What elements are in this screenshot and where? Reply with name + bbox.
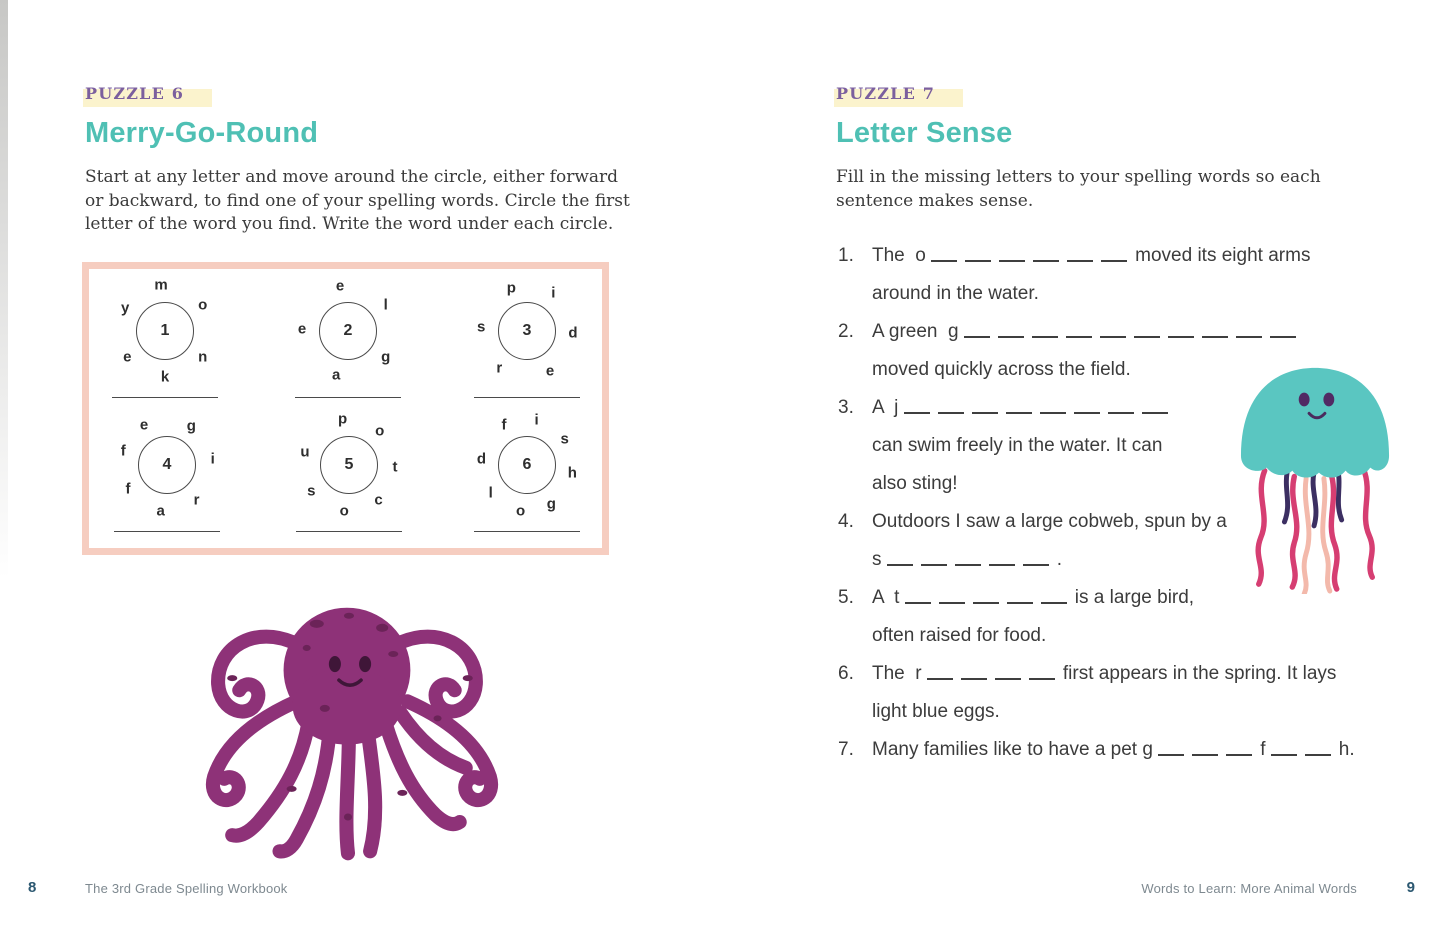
answer-blank[interactable] [1033, 258, 1059, 262]
answer-blank[interactable] [961, 676, 987, 680]
sentence-text: s [872, 549, 887, 570]
answer-blank[interactable] [1007, 600, 1033, 604]
ring-letter: f [120, 442, 126, 460]
sentence-number: 1. [838, 245, 854, 266]
ring-letter: a [156, 502, 165, 520]
sentence-text: first appears in the spring. It lays [1062, 663, 1337, 684]
answer-blank[interactable] [1032, 334, 1058, 338]
answer-blank[interactable] [1305, 752, 1331, 756]
circle-number: 2 [319, 302, 377, 360]
ring-letter: s [560, 430, 569, 448]
ring-letter: g [546, 495, 556, 513]
merry-go-round-box [82, 262, 609, 555]
answer-blank[interactable] [1270, 334, 1296, 338]
ring-letter: e [123, 348, 132, 366]
answer-blank[interactable] [1041, 600, 1067, 604]
ring-letter: p [338, 410, 348, 428]
footer-section-title: Words to Learn: More Animal Words [1141, 881, 1357, 896]
sentence-text: around in the water. [872, 283, 1039, 304]
answer-blank[interactable] [1006, 410, 1032, 414]
answer-line[interactable] [112, 397, 218, 398]
jellyfish-illustration [1237, 362, 1395, 594]
answer-blank[interactable] [1067, 258, 1093, 262]
ring-letter: l [488, 484, 493, 502]
answer-blank[interactable] [1226, 752, 1252, 756]
ring-letter: d [476, 450, 487, 468]
ring-letter: d [568, 324, 578, 342]
answer-blank[interactable] [999, 258, 1025, 262]
circle-number: 4 [138, 436, 196, 494]
answer-blank[interactable] [1066, 334, 1092, 338]
sentence-number: 2. [838, 321, 854, 342]
puzzle-6-label: PUZZLE 6 [85, 84, 185, 103]
ring-letter: n [198, 348, 208, 366]
answer-blank[interactable] [964, 334, 990, 338]
answer-blank[interactable] [1023, 562, 1049, 566]
answer-line[interactable] [474, 531, 580, 532]
sentence-text: also sting! [872, 473, 958, 494]
ring-letter: s [477, 318, 486, 336]
answer-blank[interactable] [973, 600, 999, 604]
answer-blank[interactable] [1100, 334, 1126, 338]
ring-letter: m [154, 276, 168, 294]
ring-letter: o [198, 296, 208, 314]
right-instructions: Fill in the missing letters to your spelling words so each sentence makes sense. [836, 167, 1321, 211]
answer-line[interactable] [296, 531, 402, 532]
answer-blank[interactable] [1040, 410, 1066, 414]
puzzle-7-label: PUZZLE 7 [836, 84, 936, 103]
left-page-title: Merry-Go-Round [85, 117, 319, 149]
ring-letter: u [300, 443, 310, 461]
answer-blank[interactable] [1236, 334, 1262, 338]
answer-blank[interactable] [904, 410, 930, 414]
answer-blank[interactable] [955, 562, 981, 566]
ring-letter: c [374, 491, 383, 509]
answer-line[interactable] [114, 531, 220, 532]
ring-letter: o [516, 502, 526, 520]
ring-letter: h [567, 464, 577, 482]
sentence-text: The r [872, 663, 927, 684]
sentence-text: A j [872, 397, 904, 418]
circle-number: 3 [498, 302, 556, 360]
circle-number: 5 [320, 436, 378, 494]
ring-letter: k [160, 368, 170, 386]
answer-blank[interactable] [1074, 410, 1100, 414]
sentence-number: 5. [838, 587, 854, 608]
answer-line[interactable] [295, 397, 401, 398]
ring-letter: e [335, 277, 345, 295]
circle-number: 6 [498, 436, 556, 494]
circle-number: 1 [136, 302, 194, 360]
answer-blank[interactable] [1202, 334, 1228, 338]
answer-blank[interactable] [939, 600, 965, 604]
answer-blank[interactable] [989, 562, 1015, 566]
ring-letter: e [297, 320, 307, 338]
answer-blank[interactable] [995, 676, 1021, 680]
sentence-text: f [1260, 739, 1271, 760]
right-page-number: 9 [1406, 879, 1415, 896]
sentence-text: A green g [872, 321, 964, 342]
left-puzzle-header [85, 84, 184, 104]
left-instructions: Start at any letter and move around the circle, either forward or backward, to find one of your spelling words. Circle the first letter of the word you find. Write the word under each circle. [85, 167, 630, 234]
ring-letter: i [210, 450, 215, 468]
ring-letter: p [506, 279, 516, 297]
footer-book-title: The 3rd Grade Spelling Workbook [85, 881, 288, 896]
sentence-text: moved quickly across the field. [872, 359, 1131, 380]
ring-letter: o [375, 422, 385, 440]
sentence-text: h. [1338, 739, 1355, 760]
ring-letter: f [501, 416, 507, 434]
jellyfish-icon [1237, 362, 1395, 594]
answer-blank[interactable] [905, 600, 931, 604]
ring-letter: l [383, 296, 388, 314]
ring-letter: g [381, 348, 391, 366]
sentence-text: A t [872, 587, 905, 608]
ring-letter: a [331, 366, 341, 384]
sentence-item [838, 655, 1398, 731]
right-puzzle-header [836, 84, 935, 104]
ring-letter: y [121, 299, 130, 317]
answer-blank[interactable] [1108, 410, 1134, 414]
ring-letter: e [139, 416, 149, 434]
ring-letter: e [545, 362, 555, 380]
answer-blank[interactable] [972, 410, 998, 414]
answer-blank[interactable] [887, 562, 913, 566]
sentence-item [838, 237, 1398, 313]
ring-letter: s [307, 482, 316, 500]
sentence-text: often raised for food. [872, 625, 1047, 646]
sentence-text: The o [872, 245, 932, 266]
answer-blank[interactable] [1101, 258, 1127, 262]
ring-letter: g [186, 417, 196, 435]
answer-blank[interactable] [1142, 410, 1168, 414]
answer-blank[interactable] [927, 676, 953, 680]
ring-letter: i [534, 411, 539, 429]
answer-blank[interactable] [1029, 676, 1055, 680]
answer-blank[interactable] [1192, 752, 1218, 756]
sentence-item [838, 731, 1398, 769]
ring-letter: o [339, 502, 349, 520]
answer-line[interactable] [474, 397, 580, 398]
sentence-text: Outdoors I saw a large cobweb, spun by a [872, 511, 1227, 532]
sentence-text: Many families like to have a pet g [872, 739, 1159, 760]
right-page-title: Letter Sense [836, 117, 1013, 149]
sentence-text: can swim freely in the water. It can [872, 435, 1163, 456]
scan-edge [0, 0, 8, 579]
ring-letter: t [392, 458, 398, 476]
sentence-number: 7. [838, 739, 854, 760]
ring-letter: f [125, 480, 131, 498]
answer-blank[interactable] [931, 258, 957, 262]
ring-letter: r [496, 359, 503, 377]
answer-blank[interactable] [1158, 752, 1184, 756]
answer-blank[interactable] [998, 334, 1024, 338]
answer-blank[interactable] [1271, 752, 1297, 756]
sentence-text: light blue eggs. [872, 701, 1000, 722]
sentence-text: moved its eight arms [1135, 245, 1311, 266]
ring-letter: r [193, 491, 200, 509]
sentence-text: . [1056, 549, 1063, 570]
sentence-number: 3. [838, 397, 854, 418]
answer-blank[interactable] [965, 258, 991, 262]
sentence-number: 6. [838, 663, 854, 684]
ring-letter: i [551, 284, 556, 302]
octopus-icon [196, 605, 508, 863]
answer-blank[interactable] [1168, 334, 1194, 338]
left-page-number: 8 [28, 879, 37, 896]
sentence-text: is a large bird, [1074, 587, 1195, 608]
sentence-number: 4. [838, 511, 854, 532]
answer-blank[interactable] [938, 410, 964, 414]
answer-blank[interactable] [1134, 334, 1160, 338]
answer-blank[interactable] [921, 562, 947, 566]
octopus-illustration [196, 605, 508, 863]
